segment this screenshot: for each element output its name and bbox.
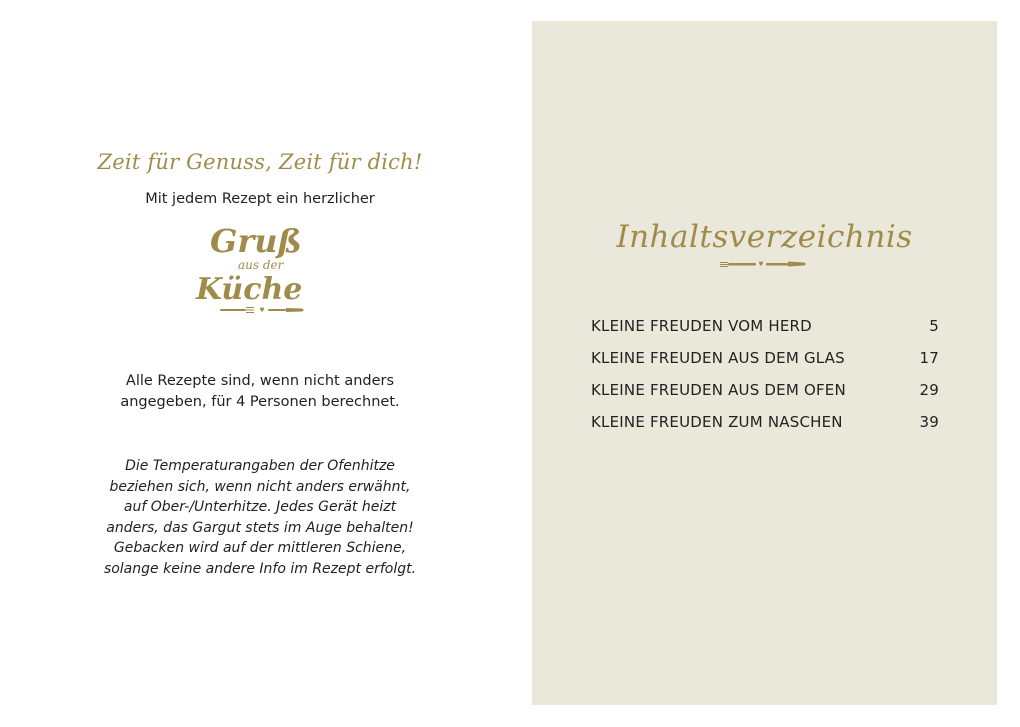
temperature-note-line: Die Temperaturangaben der Ofenhitze	[125, 458, 395, 474]
toc-entry-page: 17	[919, 349, 939, 367]
intro-text: Mit jedem Rezept ein herzlicher	[145, 191, 375, 207]
temperature-note-line: auf Ober-/Unterhitze. Jedes Gerät heizt	[123, 499, 397, 515]
toc-entry-page: 39	[919, 413, 939, 431]
toc-entry[interactable]	[591, 413, 939, 445]
portions-note	[70, 371, 450, 413]
temperature-note-line: beziehen sich, wenn nicht anders erwähnt,	[109, 478, 411, 495]
temperature-note-line: Gebacken wird auf der mittleren Schiene,	[113, 540, 407, 556]
temperature-note-line: solange keine andere Info im Rezept erfolgt.	[103, 560, 417, 577]
right-page-toc-panel	[532, 21, 997, 705]
fork-heart-knife-icon	[198, 306, 310, 314]
logo-line-kueche: Küche	[196, 272, 303, 307]
cutlery-heart-ornament-icon	[720, 259, 806, 269]
temperature-note	[80, 456, 440, 579]
toc-entry-label: KLEINE FREUDEN AUS DEM OFEN	[591, 381, 846, 399]
toc-entry-page: 29	[919, 381, 939, 399]
tagline: Zeit für Genuss, Zeit für dich!	[97, 150, 423, 174]
toc-entry[interactable]	[591, 317, 939, 349]
portions-line: Alle Rezepte sind, wenn nicht anders	[125, 373, 395, 389]
toc-entry-label: KLEINE FREUDEN ZUM NASCHEN	[591, 413, 843, 431]
temperature-note-line: anders, das Gargut stets im Auge behalten!	[106, 519, 414, 536]
logo-line-aus-der: aus der	[238, 258, 284, 272]
toc-title: Inhaltsverzeichnis	[616, 219, 913, 255]
toc-entry[interactable]	[591, 381, 939, 413]
gruss-aus-der-kueche-logo	[188, 222, 320, 318]
toc-list	[591, 317, 939, 445]
toc-entry-label: KLEINE FREUDEN AUS DEM GLAS	[591, 349, 845, 367]
portions-line: angegeben, für 4 Personen berechnet.	[120, 394, 400, 410]
toc-entry[interactable]	[591, 349, 939, 381]
toc-entry-page: 5	[929, 317, 939, 335]
toc-entry-label: KLEINE FREUDEN VOM HERD	[591, 317, 812, 335]
logo-line-gruss: Gruß	[210, 222, 302, 260]
